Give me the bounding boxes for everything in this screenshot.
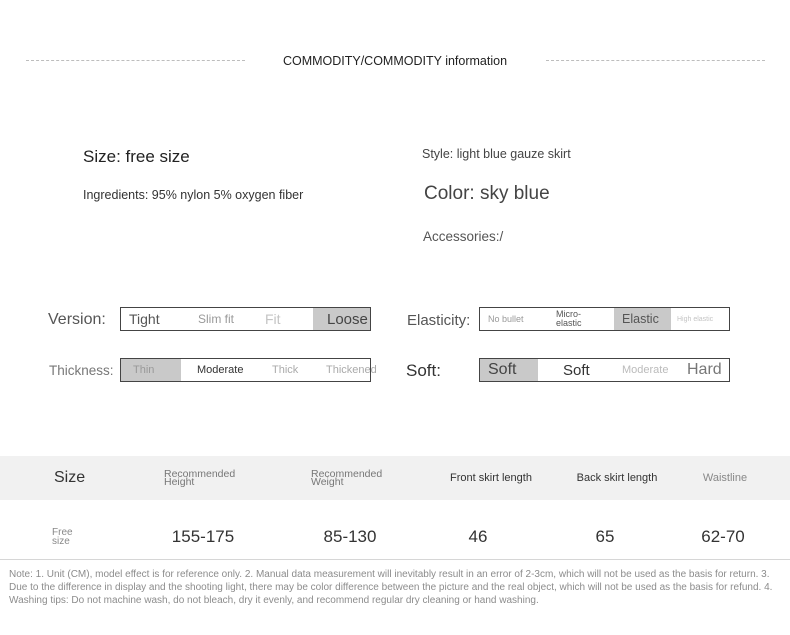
soft-label: Soft: [406,361,441,380]
elasticity-scale [479,307,730,331]
elasticity-label: Elasticity: [407,312,471,329]
col-header-size: Size [54,469,86,486]
version-option: Slim fit [198,312,234,326]
thickness-option: Thick [272,364,299,376]
soft-option: Hard [687,361,722,378]
version-label: Version: [48,311,106,328]
thickness-option-selected: Thin [121,359,181,381]
elasticity-option: Micro-elastic [556,309,582,328]
thickness-label: Thickness: [49,363,114,378]
version-option-selected: Loose [313,308,370,330]
elasticity-option-selected: Elastic [614,308,671,330]
soft-option-selected: Soft [480,359,538,381]
section-title: COMMODITY/COMMODITY information [282,54,508,68]
version-scale [120,307,371,331]
col-header-weight: Recommended Weight [311,468,383,488]
version-option: Fit [265,311,281,327]
note-text: Note: 1. Unit (CM), model effect is for reference only. 2. Manual data measurement will inevitably result in an error of 2-3cm, which will not be used as the basis for return. 3. Due to the difference in display and the shooting light, there may be color difference between the picture and the real object, which will not be used as the basis for refund. 4. Washing tips: Do not machine wash, do not bleach, dry it evenly, and recommend regular dry cleaning or hand washing. [9,569,773,606]
info-style: Style: light blue gauze skirt [422,147,571,161]
info-color: Color: sky blue [424,183,550,204]
info-accessories: Accessories:/ [423,229,504,244]
thickness-option: Moderate [197,364,244,376]
size-table-header [0,456,790,500]
soft-option: Moderate [622,364,669,376]
header-divider-right [546,60,765,61]
col-header-back-length: Back skirt length [576,472,658,484]
row-height: 155-175 [171,527,235,546]
info-ingredients: Ingredients: 95% nylon 5% oxygen fiber [83,188,304,202]
table-divider [0,559,790,560]
row-waistline: 62-70 [701,527,745,546]
col-header-height: Recommended Height [164,468,236,488]
elasticity-option: No bullet [488,313,524,324]
row-weight: 85-130 [323,527,377,546]
row-front-length: 46 [468,527,488,546]
row-back-length: 65 [595,527,615,546]
version-option: Tight [129,311,160,327]
row-size: Free size [52,527,73,547]
soft-scale [479,358,730,382]
thickness-scale [120,358,377,382]
soft-option: Soft [563,361,590,379]
col-header-waistline: Waistline [702,472,748,484]
thickness-option: Thickened [326,364,377,376]
info-size: Size: free size [83,147,190,166]
elasticity-option: High elastic [677,315,714,323]
col-header-front-length: Front skirt length [450,472,532,484]
